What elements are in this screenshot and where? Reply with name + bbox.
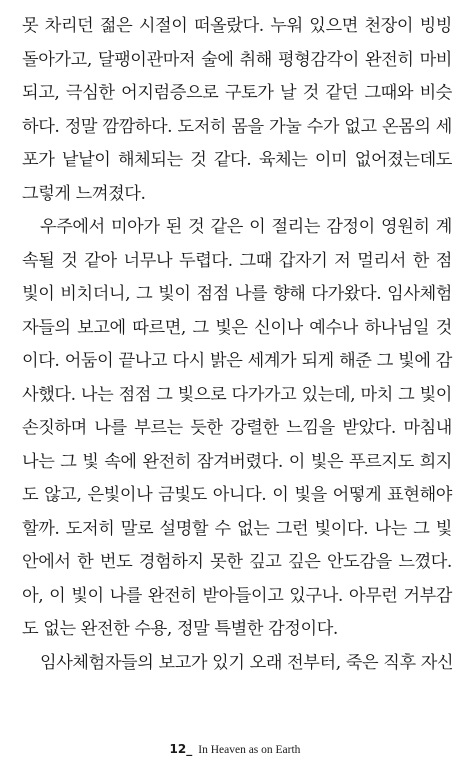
text-line: 안에서 한 번도 경험하지 못한 깊고 깊은 안도감을 느꼈다. xyxy=(22,552,452,572)
text-line: 우주에서 미아가 된 것 같은 이 절리는 감정이 영원히 계 xyxy=(40,217,452,237)
text-line: 할까. 도저히 말로 설명할 수 없는 그런 빛이다. 나는 그 빛 xyxy=(22,518,452,539)
text-line: 빛이 비치더니, 그 빛이 점점 나를 향해 다가왔다. 임사체험 xyxy=(22,284,452,304)
text-line: 그렇게 느껴졌다. xyxy=(22,183,146,204)
text-line: 임사체험자들의 보고가 있기 오래 전부터, 죽은 직후 자신 xyxy=(40,652,454,673)
text-line: 도 않고, 은빛이나 금빛도 아니다. 이 빛을 어떻게 표현해야 xyxy=(22,485,452,505)
text-line: 포가 낱낱이 해체되는 것 같다. 육체는 이미 없어졌는데도 xyxy=(22,150,452,170)
footer-separator: _ xyxy=(186,742,193,756)
text-line: 자들의 보고에 따르면, 그 빛은 신이나 예수나 하나님일 것 xyxy=(22,317,452,338)
page-number: 12 xyxy=(169,742,187,756)
paragraph-3 xyxy=(22,647,452,681)
text-line: 이다. 어둠이 끝나고 다시 밝은 세계가 되게 해준 그 빛에 감 xyxy=(22,351,452,371)
paragraph-2 xyxy=(22,211,452,647)
text-line: 사했다. 나는 점점 그 빛으로 다가가고 있는데, 마치 그 빛이 xyxy=(22,384,452,405)
text-line: 아, 이 빛이 나를 완전히 받아들이고 있구나. 아무런 거부감 xyxy=(22,585,452,606)
text-line: 돌아가고, 달팽이관마저 술에 취해 평형감각이 완전히 마비 xyxy=(22,49,452,70)
text-line: 못 차리던 젊은 시절이 떠올랐다. 누워 있으면 천장이 빙빙 xyxy=(22,16,452,36)
text-line: 손짓하며 나를 부르는 듯한 강렬한 느낌을 받았다. 마침내 xyxy=(22,418,452,438)
page-footer xyxy=(0,742,470,757)
text-line: 나는 그 빛 속에 완전히 잠겨버렸다. 이 빛은 푸르지도 희지 xyxy=(22,451,452,472)
book-page-body xyxy=(22,10,452,680)
text-line: 도 없는 완전한 수용, 정말 특별한 감정이다. xyxy=(22,619,338,639)
book-title: In Heaven as on Earth xyxy=(198,744,301,756)
paragraph-1 xyxy=(22,10,452,211)
text-line: 하다. 정말 깜깜하다. 도저히 몸을 가눌 수가 없고 온몸의 세 xyxy=(22,116,452,137)
text-line: 되고, 극심한 어지럼증으로 구토가 날 것 같던 그때와 비슷 xyxy=(22,83,452,103)
text-line: 속될 것 같아 너무나 두렵다. 그때 갑자기 저 멀리서 한 점 xyxy=(22,250,452,271)
